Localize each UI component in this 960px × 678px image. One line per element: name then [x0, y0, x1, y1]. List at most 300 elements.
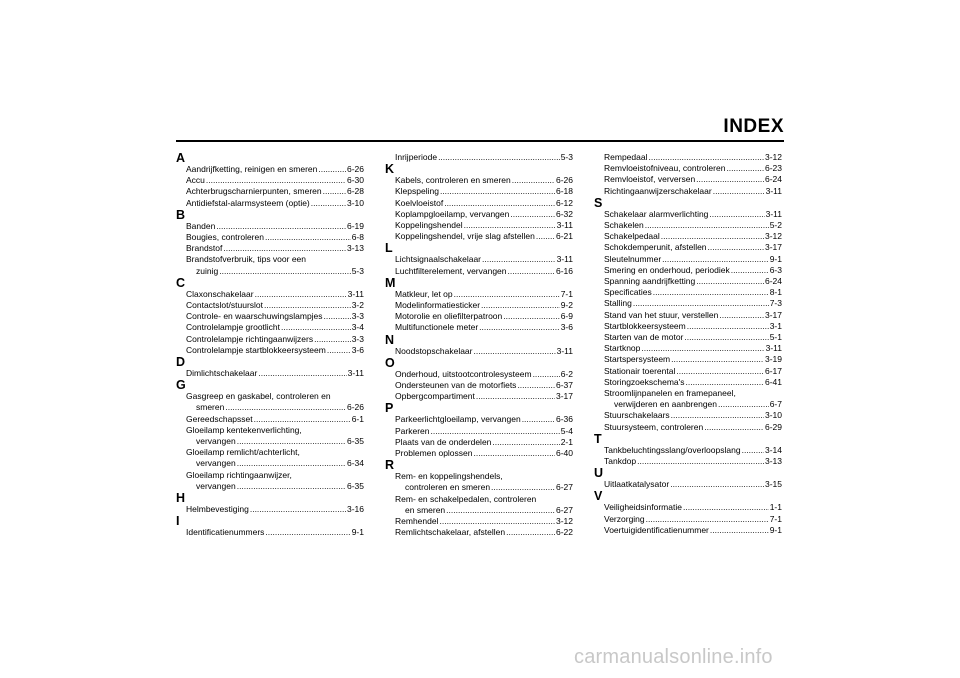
leader-dots — [225, 402, 346, 413]
index-entry-page: 6-26 — [346, 164, 364, 174]
index-entry — [385, 254, 573, 265]
index-entry-page: 6-24 — [764, 276, 782, 287]
index-entry-term: Uitlaatkatalysator — [604, 479, 670, 490]
index-letter: M — [385, 275, 396, 290]
index-entry-page: 6-9 — [560, 311, 573, 322]
index-entry-term: Modelinformatiesticker — [395, 300, 481, 311]
index-entry-page: 7-1 — [769, 513, 782, 524]
leader-dots — [671, 410, 764, 421]
leader-dots — [683, 502, 769, 513]
index-entry-term: Bougies, controleren — [186, 232, 264, 243]
index-entry — [385, 231, 573, 242]
index-entry — [385, 471, 573, 493]
index-entry-term: Veiligheidsinformatie — [604, 502, 682, 513]
watermark: carmanualsonline.info — [574, 646, 773, 668]
index-entry — [385, 289, 573, 300]
leader-dots — [637, 456, 764, 467]
index-entry-term: vervangen — [196, 436, 236, 447]
index-entry — [594, 366, 782, 377]
index-entry-page: 3-11 — [347, 288, 364, 299]
index-entry — [594, 298, 782, 309]
leader-dots — [671, 354, 764, 365]
index-entry-page: 3-17 — [764, 309, 782, 320]
index-entry — [594, 445, 782, 456]
index-entry-page: 6-37 — [555, 380, 573, 391]
leader-dots — [731, 265, 769, 276]
index-entry-term: Gasgreep en gaskabel, controleren en — [186, 391, 331, 402]
leader-dots — [653, 287, 769, 298]
index-entry-term: Schakelen — [604, 220, 644, 231]
index-entry-page: 5-3 — [560, 152, 573, 162]
index-entry-term: Lichtsignaalschakelaar — [395, 254, 481, 265]
index-letter: U — [594, 466, 604, 481]
index-entry-page: 3-17 — [555, 391, 573, 402]
leader-dots — [314, 334, 351, 345]
index-entry — [176, 447, 364, 469]
index-entry — [176, 345, 364, 356]
leader-dots — [710, 525, 769, 536]
index-entry — [385, 448, 573, 459]
leader-dots — [670, 479, 764, 490]
index-entry-term: Remhendel — [395, 516, 439, 527]
index-entry — [594, 343, 782, 354]
index-letter: P — [385, 401, 394, 416]
leader-dots — [709, 209, 764, 220]
index-entry-page: 3-14 — [764, 444, 782, 455]
index-entry — [176, 164, 364, 175]
index-entry — [594, 525, 782, 536]
index-entry-term: vervangen — [196, 480, 236, 491]
leader-dots — [510, 209, 555, 220]
index-entry-page: 6-12 — [555, 197, 573, 208]
index-entry-term: Motorolie en oliefilterpatroon — [395, 311, 503, 322]
index-entry — [594, 163, 782, 174]
leader-dots — [718, 399, 769, 410]
index-entry-term: Rempedaal — [604, 152, 648, 162]
index-entry-page: 3-15 — [764, 479, 782, 490]
leader-dots — [491, 482, 555, 493]
index-letter: K — [385, 162, 395, 177]
index-letter: O — [385, 355, 395, 370]
leader-dots — [713, 186, 765, 197]
index-letter: I — [176, 514, 180, 529]
index-entry-term: Gereedschapsset — [186, 413, 253, 424]
index-entry-page: 5-1 — [769, 332, 782, 343]
index-entry-page: 3-12 — [764, 152, 782, 162]
index-entry-page: 6-16 — [555, 265, 573, 276]
index-entry-page: 9-2 — [560, 300, 573, 311]
index-entry-page: 3-3 — [351, 333, 364, 344]
index-letter: S — [594, 195, 603, 210]
index-entry-term: Banden — [186, 220, 216, 231]
leader-dots — [206, 175, 346, 186]
leader-dots — [508, 266, 555, 277]
leader-dots — [254, 414, 351, 425]
index-entry-term: Stationair toerental — [604, 365, 676, 376]
index-entry-term: Storingzoekschema's — [604, 376, 685, 387]
index-entry — [594, 209, 782, 220]
index-entry — [594, 231, 782, 242]
index-entry — [385, 322, 573, 333]
index-entry-term: Rem- en schakelpedalen, controleren — [395, 493, 537, 504]
leader-dots — [686, 377, 764, 388]
index-entry — [176, 527, 364, 538]
index-entry — [594, 422, 782, 433]
index-entry-page: 6-8 — [351, 232, 364, 243]
index-entry — [594, 354, 782, 365]
index-entry-term: Spanning aandrijfketting — [604, 276, 696, 287]
index-entry-term: Tankdop — [604, 456, 637, 467]
index-column-2 — [385, 152, 573, 538]
index-entry-term: Richtingaanwijzerschakelaar — [604, 185, 712, 196]
index-entry-page: 3-11 — [556, 254, 573, 265]
index-entry — [594, 186, 782, 197]
index-letter: T — [594, 431, 602, 446]
title-rule — [176, 140, 784, 142]
leader-dots — [662, 254, 769, 265]
index-entry — [385, 300, 573, 311]
index-entry-term: en smeren — [405, 504, 446, 515]
leader-dots — [327, 345, 351, 356]
index-entry-term: Gloeilamp kentekenverlichting, — [186, 424, 302, 435]
leader-dots — [265, 527, 350, 538]
index-entry-term: Stuursysteem, controleren — [604, 421, 704, 432]
index-entry — [385, 266, 573, 277]
index-entry — [176, 391, 364, 413]
leader-dots — [474, 346, 556, 357]
leader-dots — [318, 164, 346, 175]
index-entry-page: 3-17 — [764, 242, 782, 253]
index-entry-term: Dimlichtschakelaar — [186, 368, 258, 379]
index-entry — [176, 289, 364, 300]
index-entry — [385, 209, 573, 220]
index-entry-term: Smering en onderhoud, periodiek — [604, 264, 730, 275]
leader-dots — [517, 380, 555, 391]
index-entry — [176, 300, 364, 311]
index-entry — [176, 175, 364, 186]
index-letter: L — [385, 241, 393, 256]
index-entry-page: 6-27 — [555, 504, 573, 515]
index-entry — [176, 368, 364, 379]
leader-dots — [454, 289, 560, 300]
index-entry — [594, 388, 782, 410]
index-entry-page: 3-19 — [764, 354, 782, 365]
index-entry-page: 6-35 — [346, 480, 364, 491]
index-entry-page: 3-10 — [346, 197, 364, 208]
index-entry — [176, 198, 364, 209]
leader-dots — [264, 300, 351, 311]
leader-dots — [645, 220, 769, 231]
index-entry-term: Inrijperiode — [395, 152, 438, 162]
leader-dots — [506, 527, 555, 538]
index-entry-page: 6-17 — [764, 365, 782, 376]
index-entry-page: 3-12 — [555, 516, 573, 527]
leader-dots — [646, 514, 769, 525]
index-entry-page: 6-40 — [555, 448, 573, 459]
index-entry — [176, 470, 364, 492]
leader-dots — [522, 414, 555, 425]
index-entry-page: 7-1 — [560, 288, 573, 299]
index-entry-term: Controle- en waarschuwingslampjes — [186, 311, 323, 322]
index-entry-term: Brandstofverbruik, tips voor een — [186, 254, 307, 265]
leader-dots — [704, 422, 764, 433]
index-entry-term: verwijderen en aanbrengen — [614, 399, 718, 410]
index-entry — [594, 242, 782, 253]
leader-dots — [503, 311, 559, 322]
index-entry-term: vervangen — [196, 458, 236, 469]
leader-dots — [633, 298, 769, 309]
leader-dots — [440, 186, 555, 197]
index-entry-page: 6-32 — [555, 208, 573, 219]
index-entry-page: 9-1 — [769, 253, 782, 264]
index-entry-term: Stalling — [604, 298, 632, 309]
index-entry-term: Startknop — [604, 343, 641, 354]
index-entry-term: Sleutelnummer — [604, 253, 662, 264]
index-entry-page: 3-13 — [346, 243, 364, 254]
index-entry-term: Stroomlijnpanelen en framepaneel, — [604, 388, 736, 399]
index-entry — [176, 322, 364, 333]
index-entry-page: 3-11 — [556, 345, 573, 356]
index-entry-term: Schakelpedaal — [604, 231, 660, 242]
index-entry-term: Opbergcompartiment — [395, 391, 475, 402]
index-entry-term: Luchtfilterelement, vervangen — [395, 265, 507, 276]
index-entry-page: 3-1 — [769, 320, 782, 331]
index-entry-page: 3-2 — [351, 300, 364, 311]
index-entry-term: Remvloeistofniveau, controleren — [604, 163, 726, 174]
leader-dots — [324, 311, 351, 322]
index-entry-term: Helmbevestiging — [186, 504, 249, 515]
index-entry-page: 2-1 — [560, 436, 573, 447]
index-entry — [594, 377, 782, 388]
index-entry — [385, 426, 573, 437]
index-entry — [176, 243, 364, 254]
leader-dots — [661, 231, 764, 242]
index-entry — [594, 310, 782, 321]
index-entry — [594, 220, 782, 231]
index-entry — [594, 514, 782, 525]
index-entry-page: 6-34 — [346, 458, 364, 469]
leader-dots — [281, 322, 351, 333]
index-entry-term: Onderhoud, uitstootcontrolesysteem — [395, 368, 532, 379]
index-letter: D — [176, 355, 186, 370]
index-entry-page: 6-2 — [560, 368, 573, 379]
index-entry-page: 5-2 — [769, 220, 782, 231]
index-letter: V — [594, 489, 603, 504]
index-letter: A — [176, 151, 186, 165]
index-entry-page: 7-3 — [769, 298, 782, 309]
index-letter: R — [385, 458, 395, 473]
leader-dots — [223, 243, 346, 254]
index-entry — [385, 494, 573, 516]
index-entry-term: Stuurschakelaars — [604, 410, 670, 421]
index-entry — [385, 198, 573, 209]
index-entry-page: 8-1 — [769, 287, 782, 298]
index-entry — [385, 186, 573, 197]
index-entry-term: zuinig — [196, 265, 219, 276]
leader-dots — [536, 231, 555, 242]
index-entry-term: Koplampgloeilamp, vervangen — [395, 208, 510, 219]
index-entry — [176, 254, 364, 276]
index-entry — [385, 175, 573, 186]
index-entry-page: 3-11 — [765, 208, 782, 219]
index-entry-page: 6-1 — [351, 413, 364, 424]
leader-dots — [474, 448, 555, 459]
index-entry-term: Aandrijfketting, reinigen en smeren — [186, 164, 318, 174]
index-entry — [176, 221, 364, 232]
index-column-3 — [594, 152, 782, 536]
index-entry — [385, 437, 573, 448]
index-letter: C — [176, 275, 186, 290]
leader-dots — [696, 276, 764, 287]
leader-dots — [237, 436, 346, 447]
index-entry-page: 6-7 — [769, 399, 782, 410]
index-entry-term: Claxonschakelaar — [186, 288, 254, 299]
leader-dots — [311, 198, 346, 209]
index-entry-term: Specificaties — [604, 287, 652, 298]
leader-dots — [255, 289, 347, 300]
leader-dots — [250, 504, 346, 515]
index-entry-term: Antidiefstal-alarmsysteem (optie) — [186, 197, 310, 208]
index-entry-page: 3-3 — [351, 311, 364, 322]
index-entry-term: Starten van de motor — [604, 332, 684, 343]
index-entry-page: 6-18 — [555, 186, 573, 197]
index-entry-page: 9-1 — [769, 524, 782, 535]
index-entry — [385, 516, 573, 527]
index-entry-page: 6-19 — [346, 220, 364, 231]
index-entry-page: 6-26 — [346, 402, 364, 413]
index-entry — [594, 456, 782, 467]
index-entry — [594, 276, 782, 287]
leader-dots — [237, 481, 346, 492]
index-entry-term: Parkeren — [395, 425, 430, 436]
index-entry — [385, 311, 573, 322]
index-entry-term: Ondersteunen van de motorfiets — [395, 380, 517, 391]
index-entry-page: 6-28 — [346, 186, 364, 197]
index-entry — [594, 152, 782, 163]
leader-dots — [237, 458, 346, 469]
leader-dots — [512, 175, 555, 186]
index-entry-term: Contactslot/stuurslot — [186, 300, 264, 311]
leader-dots — [726, 163, 764, 174]
index-entry-term: Matkleur, let op — [395, 288, 453, 299]
index-entry-page: 6-22 — [555, 527, 573, 538]
leader-dots — [216, 221, 346, 232]
index-entry — [594, 321, 782, 332]
index-entry-term: Koelvloeistof — [395, 197, 444, 208]
index-entry-term: Klepspeling — [395, 186, 439, 197]
leader-dots — [444, 198, 555, 209]
index-entry-term: Remvloeistof, verversen — [604, 174, 696, 185]
leader-dots — [464, 220, 556, 231]
index-entry-term: Voertuigidentificatienummer — [604, 524, 709, 535]
index-entry — [594, 254, 782, 265]
index-entry-page: 3-6 — [351, 344, 364, 355]
page-title: INDEX — [723, 116, 784, 137]
index-entry-page: 9-1 — [351, 527, 364, 538]
index-entry-page: 6-24 — [764, 174, 782, 185]
index-entry-page: 3-11 — [556, 220, 573, 231]
index-entry-term: Controlelampje startblokkeersysteem — [186, 344, 326, 355]
index-entry — [176, 414, 364, 425]
index-entry-term: Kabels, controleren en smeren — [395, 175, 511, 186]
index-entry-term: Gloeilamp remlicht/achterlicht, — [186, 447, 300, 458]
index-entry-page: 6-41 — [764, 376, 782, 387]
index-entry — [385, 380, 573, 391]
index-entry-page: 3-11 — [347, 368, 364, 379]
leader-dots — [648, 152, 764, 163]
index-entry-page: 6-21 — [555, 231, 573, 242]
index-entry-term: Stand van het stuur, verstellen — [604, 309, 719, 320]
leader-dots — [742, 445, 764, 456]
index-entry-term: Tankbeluchtingsslang/overloopslang — [604, 444, 741, 455]
leader-dots — [641, 343, 764, 354]
index-letter: N — [385, 332, 395, 347]
index-entry-page: 5-4 — [560, 425, 573, 436]
index-entry-page: 1-1 — [769, 502, 782, 513]
index-entry — [176, 504, 364, 515]
index-entry — [385, 414, 573, 425]
index-entry-term: Brandstof — [186, 243, 223, 254]
index-entry — [385, 391, 573, 402]
index-entry-page: 6-29 — [764, 421, 782, 432]
index-entry-term: Plaats van de onderdelen — [395, 436, 492, 447]
index-entry-page: 5-3 — [351, 265, 364, 276]
leader-dots — [258, 368, 346, 379]
leader-dots — [482, 254, 556, 265]
index-entry — [594, 502, 782, 513]
leader-dots — [446, 505, 555, 516]
index-entry-page: 3-16 — [346, 504, 364, 515]
index-entry-term: Rem- en koppelingshendels, — [395, 471, 503, 482]
index-entry-term: Koppelingshendel — [395, 220, 463, 231]
leader-dots — [687, 321, 769, 332]
index-entry-term: Accu — [186, 175, 205, 186]
index-entry-page: 3-11 — [765, 343, 782, 354]
index-entry-term: Remlichtschakelaar, afstellen — [395, 527, 506, 538]
index-entry-page: 3-4 — [351, 322, 364, 333]
index-entry — [176, 425, 364, 447]
index-entry-page: 6-26 — [555, 175, 573, 186]
index-entry — [594, 174, 782, 185]
index-entry-term: Problemen oplossen — [395, 448, 473, 459]
index-entry-page: 6-3 — [769, 264, 782, 275]
index-entry — [594, 410, 782, 421]
index-entry — [176, 334, 364, 345]
index-entry-term: Schokdemperunit, afstellen — [604, 242, 707, 253]
leader-dots — [719, 310, 764, 321]
index-entry — [385, 369, 573, 380]
index-letter: G — [176, 378, 186, 393]
leader-dots — [684, 332, 768, 343]
leader-dots — [265, 232, 351, 243]
index-entry-page: 6-30 — [346, 175, 364, 186]
index-entry — [176, 311, 364, 322]
index-entry — [176, 232, 364, 243]
index-entry-term: Multifunctionele meter — [395, 322, 479, 333]
index-entry-term: Startblokkeersysteem — [604, 320, 686, 331]
index-letter: B — [176, 207, 186, 222]
index-entry-term: Identificatienummers — [186, 527, 265, 538]
leader-dots — [676, 366, 764, 377]
index-entry-term: Koppelingshendel, vrije slag afstellen — [395, 231, 535, 242]
leader-dots — [439, 516, 555, 527]
leader-dots — [479, 322, 560, 333]
index-entry-term: smeren — [196, 402, 225, 413]
leader-dots — [708, 242, 764, 253]
index-entry-page: 3-13 — [764, 456, 782, 467]
leader-dots — [533, 369, 560, 380]
index-entry-term: Schakelaar alarmverlichting — [604, 208, 709, 219]
